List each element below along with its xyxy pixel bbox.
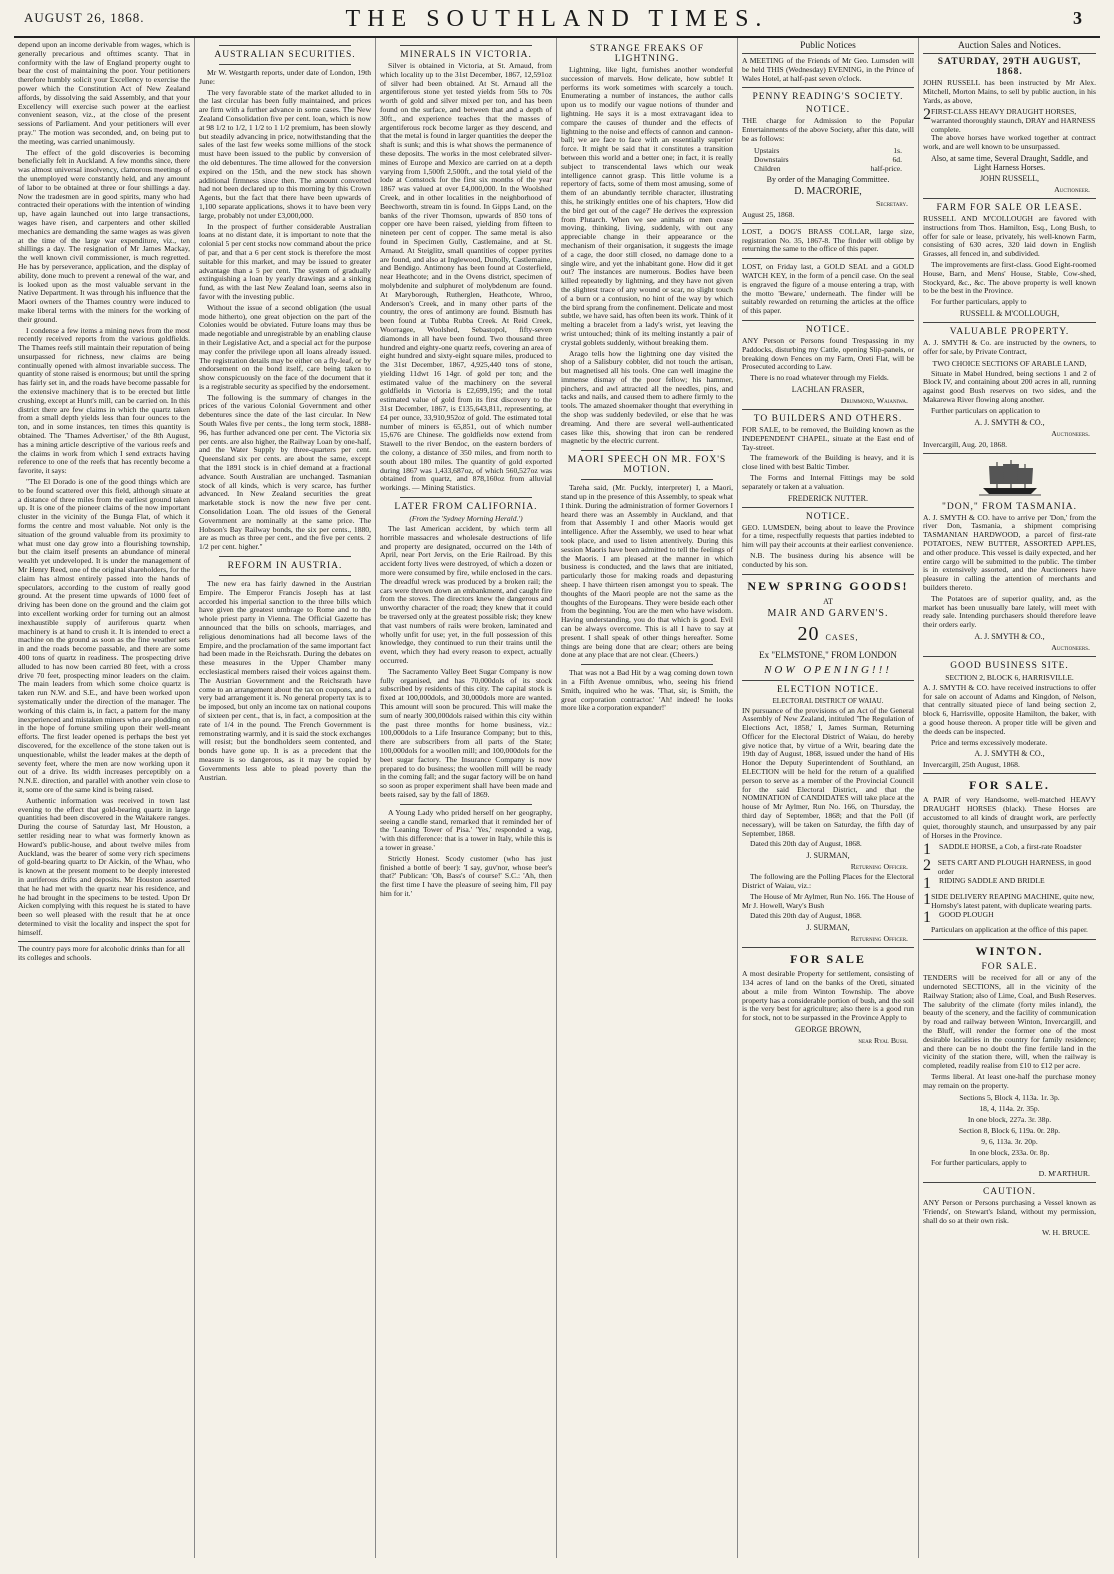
column-3 bbox=[376, 38, 557, 1558]
divider bbox=[219, 45, 351, 46]
signature: W. H. BRUCE. bbox=[1041, 1227, 1090, 1237]
notice-heading: PENNY READING'S SOCIETY. bbox=[752, 92, 904, 103]
newspaper-title: THE SOUTHLAND TIMES. bbox=[345, 6, 769, 32]
notice-heading: TO BUILDERS AND OTHERS. bbox=[753, 413, 903, 424]
article-paragraph: depend upon an income derivable from wages, which is generally precarious and ofttimes scanty. That in conformity with the law of England property ought to bear the cost of maintaining the poor. Your petitioners therefore humbly solicit your Excellency to exercise the power which the Constitution Act of New Zealand affords, by dissolving the said Assembly, and that your Excellency will exercise such power at the earliest convenient season, viz., at the close of the present sessions of Parliament. And your petitioners will ever pray." The motion was seconded, and, on being put to the meeting, was carried unanimously. bbox=[18, 40, 190, 146]
fee-list bbox=[742, 146, 914, 173]
article-paragraph: Authentic information was received in town last evening to the effect that gold-bearing quartz in large quantities had been discovered in the Waitakere ranges. During the course of Saturday last, Mr Houston, a settler residing near to what was formerly known as Howard's public-house, and about twelve miles from Auckland, was the bearer of some very rich specimens of gold-bearing quartz to Dr Aickin, of the Whau, who is known at the present moment to be deeply interested in auriferous drifts and deposits. Mr Houston asserted that he had met with the quartz near his residence, and he had brought in the specimens to be tested. Upon Dr Aicken complying with this request he is stated to have been so well pleased with the result that he at once determined to visit the locality and inspect the spot for himself. bbox=[18, 795, 190, 937]
article-paragraph: Without the issue of a second obligation (the usual mode hitherto), one great objection on the part of the Colonies would be obviated. Future loans may thus be made negotiable and unregistrable by an enabling clause in their Legislative Act, and a special act for the purpose may confer the privilege upon all loans already issued. The registration details may be either on a fly-leaf, or by endorsement on the bond itself, care being taken to show conspicuously on the face of the document that it is a registrable security as specified by the endorsement. bbox=[199, 302, 371, 391]
advert-heading: NEW SPRING GOODS! bbox=[747, 578, 909, 593]
auction-text: The improvements are first-class. Good Eight-roomed House, Barn, and Mens' House, Stable, Cow-shed, Stockyard, &c., &c. The above property is well known to be the best in the Province. bbox=[923, 259, 1096, 296]
article-heading: AUSTRALIAN SECURITIES. bbox=[214, 50, 356, 60]
masthead bbox=[14, 6, 1100, 38]
columns bbox=[14, 38, 1100, 1558]
divider bbox=[923, 773, 1096, 774]
auction-text: ANY Person or Persons purchasing a Vessel known as 'Friends', on Stewart's Island, without my permission, shall do so at their own risk. bbox=[923, 1198, 1096, 1225]
divider bbox=[581, 664, 713, 665]
article-heading: MAORI SPEECH ON MR. FOX'S MOTION. bbox=[567, 455, 727, 476]
sailing-ship-icon bbox=[975, 458, 1045, 498]
auction-text: For further particulars, apply to bbox=[931, 297, 1027, 307]
auction-text: The Potatoes are of superior quality, and, as the market has been unusually bare lately, will meet with ready sale. Intending purchasers should therefore leave their orders early. bbox=[923, 593, 1096, 630]
auction-text: A. J. SMYTH & CO. have to arrive per 'Don,' from the river Don, Tasmania, a shipment comprising TASMANIAN HARDWOOD, a parcel of first-rate POTATOES, NEW BUTTER, ASSORTED APPLES, and other produce. This vessel is daily expected, and her entire cargo will be submitted to the public. The timber is in extensively assorted, and the Auctioneers have pleasure in calling the attention of merchants and builders thereto. bbox=[923, 512, 1096, 592]
notice-text: A MEETING of the Friends of Mr Geo. Lumsden will be held THIS (Wednesday) EVENING, in the Prince of Wales Hotel, at half-past seven o'clock. bbox=[742, 56, 914, 83]
sale-item: 2 SETS CART AND PLOUGH HARNESS, in good order bbox=[923, 857, 1091, 877]
auction-text: RUSSELL AND M'COLLOUGH are favored with instructions from Thos. Hamilton, Esq., Long Bush, to offer for sale or lease, privately, his well-known Farm, consisting of 630 acres, 320 laid down in English Grasses, all fenced in, and subdivided. bbox=[923, 213, 1096, 259]
auction-heading: SATURDAY, 29TH AUGUST, 1868. bbox=[937, 57, 1082, 77]
auction-heading: "DON," FROM TASMANIA. bbox=[942, 501, 1077, 512]
auction-text: For further particulars, apply to bbox=[931, 1157, 1027, 1167]
section-heading: Public Notices bbox=[742, 41, 914, 54]
notice-text: Dated this 20th day of August, 1868. bbox=[750, 839, 862, 849]
article-paragraph: Arago tells how the lightning one day visited the shop of a Salisbury cobbler, did not touch the artisan, but magnetised all his tools. One can well imagine the immense dismay of the poor fellow; his hammer, pinchers, and awl attracted all the needles, pins, and tacks and nails, and caused them to adhere firmly to the tools. The amazed shoemaker thought that everything in the shop was suddenly bedeviled, or else that he was dreaming. And there are several well-authenticated cases like this, showing that iron can be rendered magnetic by the electric current. bbox=[561, 348, 733, 446]
column-footer: The country pays more for alcoholic drinks than for all its colleges and schools. bbox=[18, 941, 190, 962]
section-line: 9, 6, 113a. 3r. 20p. bbox=[981, 1136, 1038, 1146]
auction-text: Price and terms excessively moderate. bbox=[931, 737, 1048, 747]
notice-text: The Forms and Internal Fittings may be sold separately or taken at a valuation. bbox=[742, 472, 914, 491]
divider bbox=[742, 507, 914, 508]
article-paragraph: In the prospect of further considerable Australian loans at no distant date, it is important to note that the colonial 5 per cent stocks now command about the price of par, and that a 6 per cent stock is therefore the most suitable for this market, and may be issued to greater advantage than a 5 per cent. The system of gradually extinguishing a loan by yearly drawings and a sinking fund, as with the last New Zealand loan, seems also in favor with the investing public. bbox=[199, 221, 371, 301]
article-paragraph: The very favorable state of the market alluded to in the last circular has been fully maintained, and prices are firm with a further advance in some cases. The New Zealand Consolidation five per cent. loan, which is now at 98 1/2 to 1/2, 1 1/2 to 1 1/2 premium, has been slowly but steadily advancing in price, notwithstanding that the sales of the last few weeks some millions of the stock must have been issued to the public by conversion of the old debentures. The time allowed for the conversion expired on the 15th, and the new stock has shown additional firmness since then. The amount converted had not been declared up to this morning by this Crown Agents, but the fact that there have been upwards of 1,100 separate applications, shows it to have been very large, probably not under £3,000,000. bbox=[199, 87, 371, 220]
notice-subheading: ELECTORAL DISTRICT OF WAIAU. bbox=[772, 696, 884, 705]
signature: D. M'ARTHUR. bbox=[1038, 1169, 1090, 1179]
divider bbox=[400, 45, 532, 46]
divider bbox=[923, 656, 1096, 657]
section-heading: Auction Sales and Notices. bbox=[923, 41, 1096, 54]
divider bbox=[923, 1182, 1096, 1183]
signature-role: Returning Officer. bbox=[850, 862, 908, 872]
issue-date: AUGUST 26, 1868. bbox=[24, 10, 145, 25]
notice-text: The framework of the Building is heavy, and it is close lined with best Baltic Timber. bbox=[742, 453, 914, 472]
auction-text: JOHN RUSSELL has been instructed by Mr Alex. Mitchell, Morton Mains, to sell by public auction, in his Yards, as above, bbox=[923, 78, 1096, 105]
signature: JOHN RUSSELL, bbox=[979, 173, 1040, 183]
divider bbox=[742, 258, 914, 259]
notice-text: The House of Mr Aylmer, Run No. 166. The House of Mr J. Howell, Wary's Bush bbox=[742, 891, 914, 910]
notice-text: LOST, a DOG'S BRASS COLLAR, large size, registration No. 35, 1867-8. The finder will oblige by returning the same to the office of this paper. bbox=[742, 226, 914, 254]
section-line: 18, 4, 114a. 2r. 35p. bbox=[979, 1103, 1040, 1113]
signature: FREDERICK NUTTER. bbox=[788, 493, 868, 503]
auction-text: Further particulars on application to bbox=[931, 405, 1041, 415]
article-paragraph: The effect of the gold discoveries is becoming beneficially felt in Auckland. A few months since, there was almost universal insolvency, clamorous meetings of the unemployed were constantly held, and any amount of labor to be obtained at three or four shillings a day. Now the tradesmen are in good spirits, many who had contracted their operations with the intention of winding up, have again launched out into large transactions, wages have risen, and carpenters and other skilled mechanics are demanding the same wages as was given at the time of the large war expenditure, viz., ten shillings a day. The resignation of Mr James Mackay, the well known civil commissioner, is much regretted. He has by perseverance, application, and the display of ability, done much to prevent a renewal of the war, and is looked upon as the most valuable servant in the Native Department. It was through his influence that the Maori owners of the Thames country were induced to make liberal terms with the miners for the working of their ground. bbox=[18, 147, 190, 324]
article-heading: MINERALS IN VICTORIA. bbox=[400, 50, 532, 60]
signature-role: Auctioneers. bbox=[1051, 428, 1090, 438]
notice-text: A most desirable Property for settlement, consisting of 134 acres of land on the banks of the Oreti, situated about a mile from Winton Township. The above property has a considerable portion of bush, and the soil is the very best for agriculture; also there is a good run for stock, not to be surpassed in the Province Apply to bbox=[742, 969, 914, 1023]
divider bbox=[219, 64, 351, 65]
divider bbox=[742, 680, 914, 681]
advert-text: AT bbox=[823, 596, 833, 606]
section-line: In one block, 227a. 3r. 38p. bbox=[967, 1114, 1052, 1124]
article-paragraph: I condense a few items a mining news from the most recently received reports from the various goldfields. The Thames reefs still maintain their reputation of being unsurpassed for richness, new claims are being continually opened with almost invariable success. The quantity of stone raised is enormous; but until the spring has fairly set in, and the roads have become passable for the extensive machinery that is to be erected but little crushing, except at Hunt's mill, can be carried on. In this district there are few claims in which the quartz taken from a small depth yields less than four ounces to the ton, and in some instances, ten times this quantity is obtained. The 'Thames Advertiser,' of the 8th August, has a mining article descriptive of the various reefs and the claims in work from which I send extracts having reference to one of the reefs that has recently become a favorite, it says: bbox=[18, 325, 190, 476]
auction-text: A PAIR of very Handsome, well-matched HEAVY DRAUGHT HORSES (black). These Horses are accustomed to all kinds of draught work, are perfectly quiet, thoroughly staunch, and unsurpassed by any pair of Horses in the Province. bbox=[923, 795, 1096, 840]
divider bbox=[400, 804, 532, 805]
column-2 bbox=[195, 38, 376, 1558]
auction-heading: GOOD BUSINESS SITE. bbox=[950, 660, 1069, 671]
auction-text: Terms liberal. At least one-half the purchase money may remain on the property. bbox=[923, 1072, 1096, 1090]
notice-text: IN pursuance of the provisions of an Act of the General Assembly of New Zealand, intituled 'The Regulation of Elections Act, 1858,' I, James Surman, Returning Officer for the Electoral District of Waiau, do hereby give notice that, by virtue of a Writ, bearing date the 19th day of August, 1868, issued under the hand of His Honor the Deputy Superintendent of Southland, an ELECTION will be held for the return of a qualified person to serve as a member of the Provincial Council for the said Electoral District, and that the NOMINATION of CANDIDATES will take place at the house of Mr Aylmer, Run No. 166, on Thursday, the third day of September, 1868; and that the Poll (if necessary), will be taken on Saturday, the fifth day of September, 1868. bbox=[742, 705, 914, 838]
advert-ship: Ex "ELMSTONE," FROM LONDON bbox=[759, 649, 897, 660]
auction-subheading: TWO CHOICE SECTIONS OF ARABLE LAND, bbox=[932, 358, 1087, 368]
notice-heading: ELECTION NOTICE. bbox=[776, 684, 879, 695]
signature-place: near Ryal Bush. bbox=[858, 1036, 908, 1046]
notice-text: GEO. LUMSDEN, being about to leave the Province for a time, respectfully requests that parties indebted to him will pay their accounts at their earliest convenience. bbox=[742, 522, 914, 550]
anecdote-paragraph: A Young Lady who prided herself on her geography, seeing a candle stand, remarked that it reminded her of the 'Leaning Tower of Pisa.' 'Yes,' responded a wag, 'with this difference: that is a tower in Italy, while this is a tower in grease.' bbox=[380, 807, 552, 852]
divider bbox=[923, 322, 1096, 323]
sale-item: 1 SADDLE HORSE, a Cob, a first-rate Roadster bbox=[923, 841, 1082, 859]
signature: LACHLAN FRASER, bbox=[791, 384, 865, 394]
signature-place: Drummond, Waianiwa. bbox=[840, 395, 908, 405]
signature-role: Secretary. bbox=[876, 198, 908, 208]
notice-text: N.B. The business during his absence will be conducted by his son. bbox=[742, 550, 914, 569]
notice-date: August 25, 1868. bbox=[742, 209, 795, 219]
anecdote-paragraph: Strictly Honest. Scody customer (who has just finished a bottle of beer): 'I say, guv'nor, whose beer's that?' Publican: 'Oh, Bass's of course!' S.C.: 'Ah, then the first time I have the pleasure of seeing him, I'll pay him for it.' bbox=[380, 853, 552, 898]
signature: J. SURMAN, bbox=[806, 923, 850, 933]
notice-heading: NOTICE. bbox=[805, 511, 851, 522]
signature-role: Auctioneers. bbox=[1051, 642, 1090, 652]
signature: A. J. SMYTH & CO., bbox=[974, 749, 1045, 759]
sale-item: 1 RIDING SADDLE AND BRIDLE bbox=[923, 875, 1045, 893]
column-1 bbox=[14, 38, 195, 1558]
auction-text: TENDERS will be received for all or any of the undernoted SECTIONS, all in the vicinity of the Railway Station; also of Lime, Coal, and Bush Reserves. The salubrity of the climate (forty miles inland), the beauty of the scenery, and the facility of communication by road and railway between Winton, Invercargill, and the Bluff, will render the former one of the most desirable localities in the country for family residence; and there can be no doubt the fine fertile land in the vicinity of the station there, will, when the railway is completed, readily realise from £10 to £12 per acre. bbox=[923, 973, 1096, 1071]
divider bbox=[742, 320, 914, 321]
auction-heading: VALUABLE PROPERTY. bbox=[949, 326, 1070, 337]
article-paragraph: The Sacramento Valley Beet Sugar Company is now fully organised, and has 70,000dols of its stock subscribed by residents of this city. The capital stock is fixed at 100,000dols, and 30,000dols more are wanted. This amount will soon be procured. This will make the sum of nearly 300,000dols raised within this city within the past three months for home business, viz.: 100,000dols to a Life Insurance Company; but to this, there are subscribers from all parts of the State; 100,000dols for a woollen mill; and 100,000dols for the beet sugar factory. The Insurance Company is now prepared to do business; the woollen mill will be ready in the coming fall; and the sugar factory will be on hand so soon as proper experiment shall have been made and beets raised, say by the fall of 1869. bbox=[380, 666, 552, 799]
notice-heading: FOR SALE bbox=[790, 952, 866, 967]
notice-text: LOST, on Friday last, a GOLD SEAL and a GOLD WATCH KEY, in the form of a pencil case. On the seal is engraved the figure of a mouse entering a trap, with the motto 'Beware,' underneath. The finder will be suitably rewarded on returning the articles at the office of this paper. bbox=[742, 262, 914, 316]
signature: J. SURMAN, bbox=[806, 851, 850, 861]
notice-heading: NOTICE. bbox=[805, 105, 851, 116]
page-number: 3 bbox=[1073, 8, 1082, 28]
divider bbox=[742, 223, 914, 224]
column-5 bbox=[738, 38, 919, 1558]
notice-text: FOR SALE, to be removed, the Building known as the INDEPENDENT CHAPEL, situate at the East end of Tay-street. bbox=[742, 424, 914, 452]
article-heading: REFORM IN AUSTRIA. bbox=[227, 561, 343, 572]
divider bbox=[400, 497, 532, 498]
divider bbox=[742, 574, 914, 575]
notice-text: By order of the Managing Committee. bbox=[766, 174, 890, 184]
divider bbox=[581, 450, 713, 451]
auction-text: Particulars on application at the office of this paper. bbox=[931, 925, 1088, 935]
auction-heading: WINTON. bbox=[975, 944, 1044, 959]
auction-heading: FOR SALE. bbox=[969, 778, 1050, 793]
signature: GEORGE BROWN, bbox=[794, 1025, 862, 1035]
signature: D. MACRORIE, bbox=[794, 185, 862, 197]
advert-opening: NOW OPENING!!! bbox=[764, 663, 892, 676]
auction-item: 2 FIRST-CLASS HEAVY DRAUGHT HORSES, warranted thoroughly staunch, DRAY and HARNESS complete. bbox=[923, 106, 1096, 135]
advert-firm: MAIR AND GARVEN'S. bbox=[767, 607, 889, 619]
signature: RUSSELL & M'COLLOUGH, bbox=[959, 308, 1060, 318]
signature-role: Returning Officer. bbox=[850, 934, 908, 944]
notice-date: Invercargill, 25th August, 1868. bbox=[923, 760, 1020, 770]
auction-text: A. J. SMYTH & CO. have received instructions to offer for sale on account of Adams and Kingdon, of Nelson, that centrally situated piece of land being section 2, block 6, Harrisville, opposite Hamilton, the baker, with a good house thereon. A proper title will be given and the deeds can be inspected. bbox=[923, 682, 1096, 736]
notice-text: The following are the Polling Places for the Electoral District of Waiau, viz.: bbox=[742, 872, 914, 891]
notice-text: Dated this 20th day of August, 1868. bbox=[750, 911, 862, 921]
auction-heading: FARM FOR SALE OR LEASE. bbox=[936, 202, 1083, 213]
section-line: Section 8, Block 6, 119a. 0r. 28p. bbox=[958, 1125, 1061, 1135]
article-paragraph: The new era has fairly dawned in the Austrian Empire. The Emperor Francis Joseph has at last accorded his imperial sanction to the three bills which have given the greatest umbrage to Rome and to the whole priest party in Vienna. The Official Gazette has announced that the bills on schools, marriages, and religious denominations had all become laws of the Empire, and the proclamation of the same important fact had been made in the Reichsrath. During the debates on these measures in the Upper Chamber many ecclesiastical members raised their voices against them. The Austrian Government and the Reichsrath have come to an arrangement about the tax on coupons, and a very bad arrangement it is. No general property tax is to be imposed, but only an income tax on national coupons of sixteen per cent., that is, in fact, a composition at the rate of 1/4 in the pound. The French Government is remonstrating warmly, and it is said the stock exchanges will resist; but the bondholders seem contented, and bonds have gone up. It is as a precedent that the measure is so dangerous, as it may be copied by Governments less able to plead poverty than the Austrian. bbox=[199, 579, 371, 782]
article-paragraph: The following is the summary of changes in the prices of the various Colonial Government and other debentures since the date of the last circular. In New South Wales five per cents., the long term stock, 1888-96, has further advanced one per cent. The Victoria six per cents. are also higher, the Railway Loan by one-half, and the Water Supply by three-quarters per cent. Queensland six per cents. are about the same, except that the 1891 stock is in chief demand at a fractional advance. South Australian are unchanged. Tasmanian stock of all kinds, which is very scarce, has further advanced. In New Zealand securities the great marketable stock is now the new five per cent. Consolidation Loan. The old issues of the General Government are nominally at the same price. The Hobson's Bay Railway bonds, the six per cents., 1880, are as much as three per cent., and the five per cents. 2 1/2 per cent. higher." bbox=[199, 392, 371, 552]
auction-text: The above horses have worked together at contract work, and are well known to be unsurpassed. bbox=[923, 133, 1096, 152]
divider bbox=[219, 556, 351, 557]
notice-heading: NOTICE. bbox=[805, 324, 851, 335]
article-heading: LATER FROM CALIFORNIA. bbox=[394, 502, 538, 513]
section-line: Sections 5, Block 4, 113a. 1r. 3p. bbox=[959, 1092, 1060, 1102]
divider bbox=[742, 947, 914, 948]
auction-subheading: SECTION 2, BLOCK 6, HARRISVILLE. bbox=[945, 672, 1074, 682]
fee-row: Upstairs 1s. bbox=[754, 145, 902, 155]
article-paragraph: "The El Dorado is one of the good things which are to be found scattered over this field, although situate at a distance of three miles from the earliest ground taken up. It is one of the pioneer claims of the now important cluster in the vicinity of the Bunga Flat, of which it forms the centre and most valuable. Not only is the situation of the ground valuable from its proximity to what must one day grow into a flourishing township, but the claim itself presents an abundance of mineral wealth yet undeveloped. It is under the management of Mr Henry Reed, one of the original shareholders, for the claim has almost entirely passed into the hands of speculators, according to the custom of really good ground. At the present time upwards of 1000 feet of driving has been done on the ground and the claim got into excellent working order for turning out an almost inexhaustible supply of auriferous quartz when machinery is at hand to crush it. It is intended to erect a machine on the ground as soon as the fine weather sets in and the roads become passable, and there are some 400 tons of quartz in readiness. The prospecting drive alluded to has now been carried 80 feet, with a cross drive 70 feet, prospecting minor leaders on the claim. The main leaders from which some choice quartz is taken run N.W. and S.E., and have been worked upon systematically under the direction of the manager. The working of this claim is, in fact, a pattern for the many inexperienced and mistaken miners who are plodding on in the hope of fortune smiling upon their well-meant efforts. The first leader opened is perhaps the best yet discovered, for the excellence of the stone taken out is unquestionable, whilst the leader makes at the depth of seventy feet, where the men are now working upon it out of a drive. Its width increases perceptibly on a N.N.E. direction, and parallel with another vein close to it, some ore of the same kind is being raised. bbox=[18, 477, 190, 794]
article-paragraph: Mr W. Westgarth reports, under date of London, 19th June: bbox=[199, 68, 371, 86]
auction-text: A. J. SMYTH & Co. are instructed by the owners, to offer for sale, by Private Contract, bbox=[923, 337, 1096, 356]
advert-cases: 20 CASES, bbox=[797, 622, 859, 645]
divider bbox=[742, 87, 914, 88]
fee-row: Children half-price. bbox=[754, 163, 902, 173]
auction-text: Also, at same time, Several Draught, Saddle, and Light Harness Horses. bbox=[930, 153, 1089, 172]
anecdote-paragraph: That was not a Bad Hit by a wag coming down town in a Fifth Avenue omnibus, who, seeing his friend Smith, inquired who he was. 'That, sir, is Smith, the great corporation contractor.' 'Ah! indeed! he looks more like a corporation expander!' bbox=[561, 668, 733, 713]
article-paragraph: Lightning, like light, furnishes another wonderful succession of marvels. How delicate, how subtle! It performs its work sometimes with scarcely a touch. Enumerating a number of instances, the author calls upon us to modify our vague notions of thunder and lightning. He says it is a most extravagant idea to compare the causes of thunder and the effects of lightning to the noise and effects of cannon and cannon-ball; we are face to face with an essentially superior force. It might be said that it constitutes a transition between this world and a better one; in fact, it is really subject to transcendental laws which our weak intelligence cannot grasp. This little volume is a repertory of facts, some of them most amusing, some of them of an abundantly terrible character, illustrating this, he strikingly entitles one of his chapters, 'How did the bird get out of the cage?' He derives the expression from Plutarch. When we see animals or men cease moving, thinking, living, suddenly, with out any appreciable change in their appearance or the mechanism of their organisation, it suggests the image of a cage, the door still closed, no damage done to a single wire, and yet the inhabitant gone. How did it get out? The instances are numerous. Bodies have been killed repeatedly by lightning, and they have not given the slightest trace of any wound or scar, no slight touch of a burn or a contusion, no hint of the way by which the bird sprang from the confinement. Delicate and most subtle, we have said, has often been its work. Think of it melting a bracelet from a lady's wrist, yet leaving the wrist untouched; think of its melting instantly a pair of crystal goblets suddenly, without breaking them. bbox=[561, 65, 733, 347]
article-paragraph: Tareha said, (Mr. Puckly, interpreter) I, a Maori, stand up in the presence of this Assembly, to speak what I think. During the administration of former Governors I heard there was an Assembly in Auckland, and that from that Assembly I and other Maoris would get intelligence. After the Assembly, we used to hear what took place, and used to listen attentively. During this session Maoris have been admitted to tell the feelings of the Maoris. I am pleased at the manner in which business is conducted, and the laws that are initiated, particularly those for making roads and depasturing sheep. I have thirteen risen amongst you to speak. The thoughts of the Maori people are not the same as the thoughts of the Europeans. They were beside each other from the beginning. You are the men who have wisdom. Having understanding, you do that which is good. Evil can be always overcome. This is all I have to say at present. I shall speak of other things hereafter. Some things are being done that are clear; others are being done at any place that are not clear. (Cheers.) bbox=[561, 483, 733, 660]
divider bbox=[923, 939, 1096, 940]
article-paragraph: The last American accident, by which term all horrible massacres and wholesale destructions of life and property are designated, occurred on the 14th of April, near Port Jervis, on the Erie Railroad. By this accident forty lives were destroyed, of which a dozen or more were consumed by fire, while enclosed in the cars. The dreadful wreck was produced by a broken rail; the cars were thrown down an embankment, and caught fire from the stoves. The directors knew the dangerous and unworthy character of the road; they knew that it could be traversed only at the greatest possible risk; they knew that vast numbers of rails were broken, laminated and wholly unfit for use; yet, in the full possession of this knowledge, they continued to run their trains until the event, which they had every reason to expect, actually occurred. bbox=[380, 524, 552, 665]
article-heading: STRANGE FREAKS OF LIGHTNING. bbox=[589, 44, 705, 64]
section-line: In one block, 233a. 0r. 8p. bbox=[969, 1147, 1050, 1157]
signature: A. J. SMYTH & CO., bbox=[974, 631, 1045, 641]
divider bbox=[923, 453, 1096, 454]
sale-item: 1 GOOD PLOUGH bbox=[923, 909, 994, 927]
notice-text: ANY Person or Persons found Trespassing in my Paddocks, disturbing my Cattle, opening Slip-panels, or breaking down Fences on my Farm, Oreti Flat, will be Prosecuted according to Law. bbox=[742, 335, 914, 372]
notice-text: THE charge for Admission to the Popular Entertainments of the above Society, after this date, will be as follows: bbox=[742, 116, 914, 143]
notice-text: There is no road whatever through my Fields. bbox=[750, 373, 889, 383]
auction-subheading: FOR SALE. bbox=[981, 962, 1038, 973]
sale-item: 1 SIDE DELIVERY REAPING MACHINE, quite new, Hornsby's latest patent, with duplicate wearing parts. bbox=[923, 891, 1095, 911]
fee-row: Downstairs 6d. bbox=[754, 154, 902, 164]
notice-date: Invercargill, Aug. 20, 1868. bbox=[923, 439, 1008, 449]
auction-heading: CAUTION. bbox=[982, 1187, 1037, 1198]
auction-text: Situate in Mabel Hundred, being sections 1 and 2 of Block IV, and containing about 200 acres in all, running against good Bush reserves on two sides, and the Makarewa River flowing along another. bbox=[923, 368, 1096, 404]
divider bbox=[923, 198, 1096, 199]
column-4 bbox=[557, 38, 738, 1558]
divider bbox=[219, 575, 351, 576]
article-paragraph: Silver is obtained in Victoria, at St. Arnaud, from which locality up to the 31st December, 1867, 12,591oz of silver had been obtained. At St. Arnaud all the argentiferous stone yet tested yields from 50s to 70s worth of gold and silver mixed per ton, and has been found on the surface, and between that and a depth of 30ft., and experience teaches that the masses of argentiferous rock become larger as they descend, and that the metal is found in larger quantities the deeper the shaft is sunk; and this is what shows the permanence of these deposits. The works in the most celebrated silver-mines of Europe and Mexico are carried on at a depth varying from 1,500ft 2,500ft., and the total yield of the lode at Comstock for the first six months of the year 1867 was valued at over £4,000,000. In the Woolshed Creek, and in other localities in the neighborhood of Beechworth, stream tin is found. In Gipps Land, on the banks of the river Thomson, upwards of 850 tons of copper ore have been raised, yielding from fifteen to nineteen per cent of copper. The same metal is also found in Specimen Gully, Castlemaine, and at St. Arnaud. At Steiglitz, small quantities of copper pyrites are found, and also at Inglewood, Dunolly, Castlemaine, and Bendigo. Antimony has been found at Costerfield, near Heathcote; and in the Ovens district, specimen of molybdenite and sulphuret of molybdenum are found. At Maryborough, Rutherglen, Heathcote, Whroo, Anderson's Creek, and in many other parts of the country, the ores of antimony are found. Bismuth has been found at Tubba Rubba Creek. At Reid Creek, Woorragee, Woolshed, Sebastopol, fifty-seven diamonds in all have been found. Two thousand three hundred and eighty-one quartz reefs, covering an area of eight hundred and sixty-eight square miles, produced to the 31st December, 1867, 4,925,440 tons of stone, yielding 11dwt 16 14gr. of gold per ton; and the estimated value of the machinery on the several goldfields in Victoria is £2,699,195; and the total estimated value of gold from its first discovery to the 31st December, 1867, is £135,643,811, representing, at £4 per ounce, 33,910,952oz of gold. The estimated total number of miners is 65,851, out of which number 15,676 are Chinese. The goldfields now extend from Stawell to the river Bendoc, on the eastern borders of the colony, a distance of 350 miles, and from north to south about 180 miles. The quantity of gold exported during 1867 was 1,433,687oz, of which 560,527oz was obtained from quartz, and 878,160oz from alluvial workings. — Mining Statistics. bbox=[380, 61, 552, 493]
signature-role: Auctioneer. bbox=[1054, 184, 1090, 194]
divider bbox=[581, 479, 713, 480]
divider bbox=[742, 409, 914, 410]
column-6 bbox=[919, 38, 1100, 1558]
signature: A. J. SMYTH & CO., bbox=[974, 417, 1045, 427]
article-source: (From the 'Sydney Morning Herald.') bbox=[409, 514, 523, 524]
